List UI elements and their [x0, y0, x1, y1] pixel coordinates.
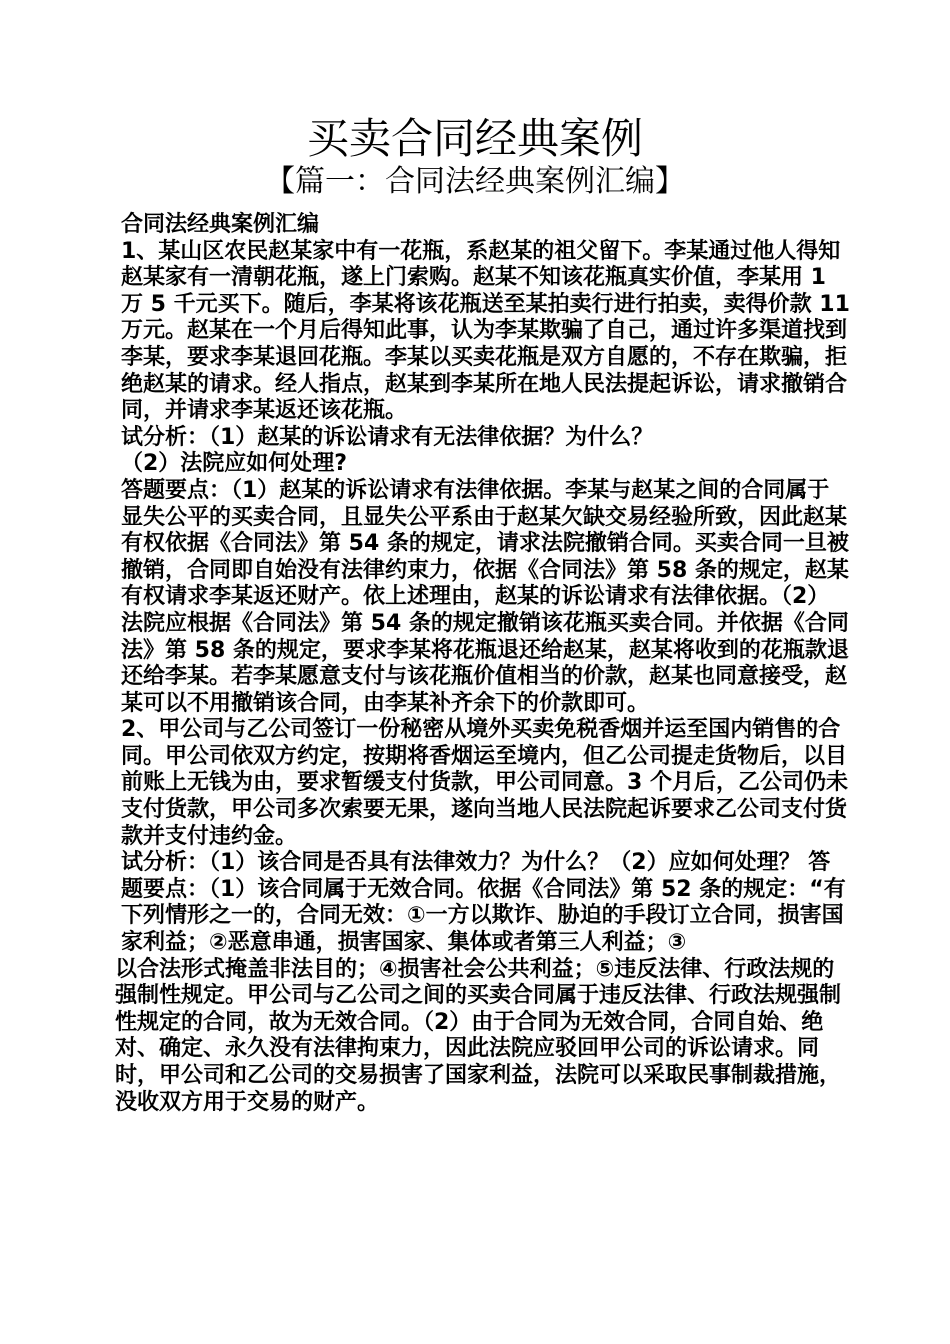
document-title: 买卖合同经典案例 [306, 114, 643, 163]
document-body [115, 212, 850, 1116]
section-heading: 合同法经典案例汇编 [121, 212, 320, 237]
case-2-question-answer: 试分析：（1）该合同是否具有法律效力？为什么？（2）应如何处理？ 答题要点：（1）该合同属于无效合同。依据《合同法》第 52 条的规定：“有下列情形之一的，合同无效：①一方以欺诈、胁迫的手段订立合同，损害国家利益；②恶意串通，损害国家、集体或者第三人利益；③ [121, 850, 846, 956]
document-subtitle: 【篇一：合同法经典案例汇编】 [265, 164, 685, 199]
case-2-answer-continued: 以合法形式掩盖非法目的；④损害社会公共利益；⑤违反法律、行政法规的强制性规定。甲公司与乙公司之间的买卖合同属于违反法律、行政法规强制性规定的合同，故为无效合同。（2）由于合同为无效合同，合同自始、绝对、确定、永久没有法律拘束力，因此法院应驳回甲公司的诉讼请求。同时，甲公司和乙公司的交易损害了国家利益，法院可以采取民事制裁措施，没收双方用于交易的财产。 [115, 956, 842, 1115]
case-1-paragraph: 1、某山区农民赵某家中有一花瓶，系赵某的祖父留下。李某通过他人得知赵某家有一清朝花瓶，遂上门索购。赵某不知该花瓶真实价值，李某用 1 万 5 千元买下。随后，李某将该花瓶送至某拍卖行进行拍卖，卖得价款 11 万元。赵某在一个月后得知此事，认为李某欺骗了自己，通过许多渠道找到李某，要求李某退回花瓶。李某以买卖花瓶是双方自愿的，不存在欺骗，拒绝赵某的请求。经人指点，赵某到李某所在地人民法提起诉讼，请求撤销合同，并请求李某返还该花瓶。 [121, 238, 850, 424]
case-1-question: 试分析：（1）赵某的诉讼请求有无法律依据？为什么？ [121, 424, 654, 450]
case-1-answer: 答题要点：（1）赵某的诉讼请求有法律依据。李某与赵某之间的合同属于显失公平的买卖合同，且显失公平系由于赵某欠缺交易经验所致，因此赵某有权依据《合同法》第 54 条的规定，请求法院撤销合同。买卖合同一旦被撤销，合同即自始没有法律约束力，依据《合同法》第 58 条的规定，赵某有权请求李某返还财产。依上述理由，赵某的诉讼请求有法律依据。（2）法院应根据《合同法》第 54 条的规定撤销该花瓶买卖合同。并依据《合同法》第 58 条的规定，要求李某将花瓶退还给赵某，赵某将收到的花瓶款退还给李某。若李某愿意支付与该花瓶价值相当的价款，赵某也同意接受，赵某可以不用撤销该合同，由李某补齐余下的价款即可。 [121, 477, 849, 716]
case-2-paragraph: 2、甲公司与乙公司签订一份秘密从境外买卖免税香烟并运至国内销售的合同。甲公司依双方约定，按期将香烟运至境内，但乙公司提走货物后，以目前账上无钱为由，要求暂缓支付货款，甲公司同意。3 个月后，乙公司仍未支付货款，甲公司多次索要无果，遂向当地人民法院起诉要求乙公司支付货款并支付违约金。 [121, 717, 848, 849]
case-1-question-2: （2）法院应如何处理? [121, 451, 348, 477]
